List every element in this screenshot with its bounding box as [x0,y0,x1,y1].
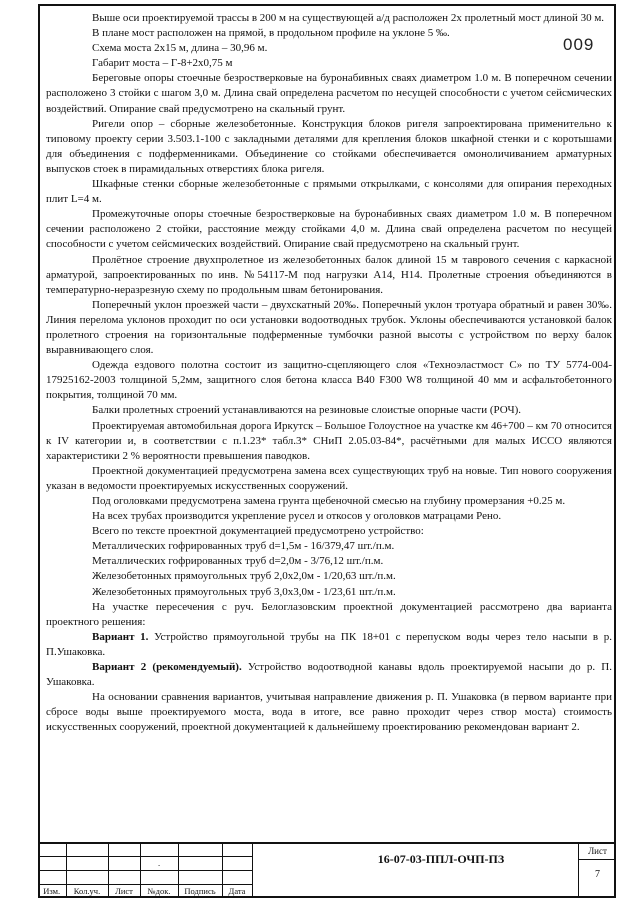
pipe-list-item: Металлических гофрированных труб d=1,5м - 16/379,47 шт./п.м. [92,540,395,553]
stamp-header: Кол.уч. [66,884,108,898]
paragraph: Шкафные стенки сборные железобетонные с прямыми открылками, с консолями для опирания переходных плит L=4 м. [46,178,612,206]
stamp-header: Лист [108,884,140,898]
paragraph: На основании сравнения вариантов, учитывая направление движения р. П. Ушаковка (в первом варианте при сбросе воды выше проектируемого моста, вода в итоге, все равно проходит через створ моста) стоимость искусственных сооружений, проектной документацией к дальнейшему проектированию рекомендован вариант 2. [46,691,612,734]
paragraph: Под оголовками предусмотрена замена грунта щебеночной смесью на глубину промерзания +0.25 м. [92,495,566,507]
sheet-number: 7 [578,860,616,898]
document-body [46,11,612,736]
paragraph: Проектируемая автомобильная дорога Иркутск – Большое Голоустное на участке км 46+700 – км 70 относится к IV категории и, в соответствии с п.1.23* табл.3* СНиП 2.05.03-84*, расчётными для малых ИССО являются характеристики 2 % вероятности превышения паводков. [46,419,612,462]
stamp-header: Подпись [178,884,222,898]
stamp-header: №док. [140,884,178,898]
paragraph: Одежда ездового полотна состоит из защитно-сцепляющего слоя «Техноэластмост С» по ТУ 5774-004-17925162-2003 толщиной 5,2мм, защитного слоя бетона класса В40 F300 W8 толщиной 40 мм и асфальтобетонного покрытия, толщиной 70 мм. [46,359,612,402]
paragraph: Схема моста 2х15 м, длина – 30,96 м. [92,42,268,55]
variant-1 [46,630,612,660]
variant-1-text: Устройство прямоугольной трубы на ПК 18+01 с перепуском воды через тело насыпи в р. П.Ушаковка. [46,630,612,658]
paragraph: Проектной документацией предусмотрена замена всех существующих труб на новые. Тип нового сооружения указан в ведомости проектируемых искусственных сооружений. [46,464,612,492]
pipe-list-item: Железобетонных прямоугольных труб 2,0х2,0м - 1/20,63 шт./п.м. [92,570,396,583]
paragraph: В плане мост расположен на прямой, в продольном профиле на уклоне 5 ‰. [92,27,450,40]
paragraph: Ригели опор – сборные железобетонные. Конструкция блоков ригеля запроектирована применительно к типовому проекту серии 3.503.1-100 с закладными деталями для крепления блоков шкафной стенки и с коротышами для объединения с подферменниками. Объединение со стойками обеспечивается омоноличиванием арматурных выпусков стоек в пирамидальных отверстиях блока ригеля. [46,117,612,175]
pipe-list-item: Металлических гофрированных труб d=2,0м - 3/76,12 шт./п.м. [92,555,384,568]
paragraph: Габарит моста – Г-8+2х0,75 м [92,57,233,70]
paragraph: Промежуточные опоры стоечные безростверковые на буронабивных сваях диаметром 1.0 м. В поперечном сечении расположено 2 стойки, расстояние между стойками 4,0 м. Длина свай определена расчетом по несущей способности с учетом сейсмических воздействий. Опирание свай предусмотрено на скальный грунт. [46,208,612,251]
paragraph: Балки пролетных строений устанавливаются на резиновые слоистые опорные части (РОЧ). [92,404,522,417]
title-block-grid [38,842,253,898]
variant-1-label: Вариант 1. [92,630,149,643]
title-block [38,842,616,898]
page-number-stamp: 009 [563,35,595,54]
sheet-label: Лист [578,842,616,860]
stamp-header: Изм. [38,884,66,898]
paragraph: На участке пересечения с руч. Белоглазовским проектной документацией рассмотрено два варианта проектного решения: [46,600,612,628]
stamp-header: Дата [222,884,252,898]
variant-2-label: Вариант 2 (рекомендуемый). [92,661,242,674]
paragraph: Выше оси проектируемой трассы в 200 м на существующей а/д расположен 2х пролетный мост длиной 30 м. [92,12,605,24]
paragraph: Всего по тексте проектной документацией предусмотрено устройство: [92,525,424,538]
document-code: 16-07-03-ППЛ-ОЧП-ПЗ [377,852,505,866]
paragraph: Пролётное строение двухпролетное из железобетонных балок длиной 15 м таврового сечения с каркасной арматурой, запроектированных по инв. №54117-М под нагрузки А14, Н14. Пролетные строения объединяются в температурно-неразрезную схему по продольным швам бетонирования. [46,253,612,296]
paragraph: Береговые опоры стоечные безростверковые на буронабивных сваях диаметром 1.0 м. В поперечном сечении расположено 3 стойки с шагом 3,0 м. Длина свай определена расчетом по несущей способности с учетом сейсмических воздействий. Опирание свай предусмотрено на скальный грунт. [46,72,612,115]
paragraph: Поперечный уклон проезжей части – двухскатный 20‰. Поперечный уклон тротуара обратный и равен 30‰. Линия перелома уклонов проходит по оси установки водоотводных трубок. Уклоны обеспечиваются установкой балок пролетного строения на горизонтальные подферменные тумбочки разной высоты с устройством по верху балок выравнивающего слоя. [46,298,612,357]
stamp-dot: . [140,856,178,870]
variant-2-text: Устройство водоотводной канавы вдоль проектируемой насыпи до р. П. Ушаковка. [46,661,612,689]
variant-2 [46,660,612,690]
pipe-list-item: Железобетонных прямоугольных труб 3,0х3,0м - 1/23,61 шт./п.м. [92,585,396,598]
paragraph: На всех трубах производится укрепление русел и откосов у оголовков матрацами Рено. [92,510,502,523]
